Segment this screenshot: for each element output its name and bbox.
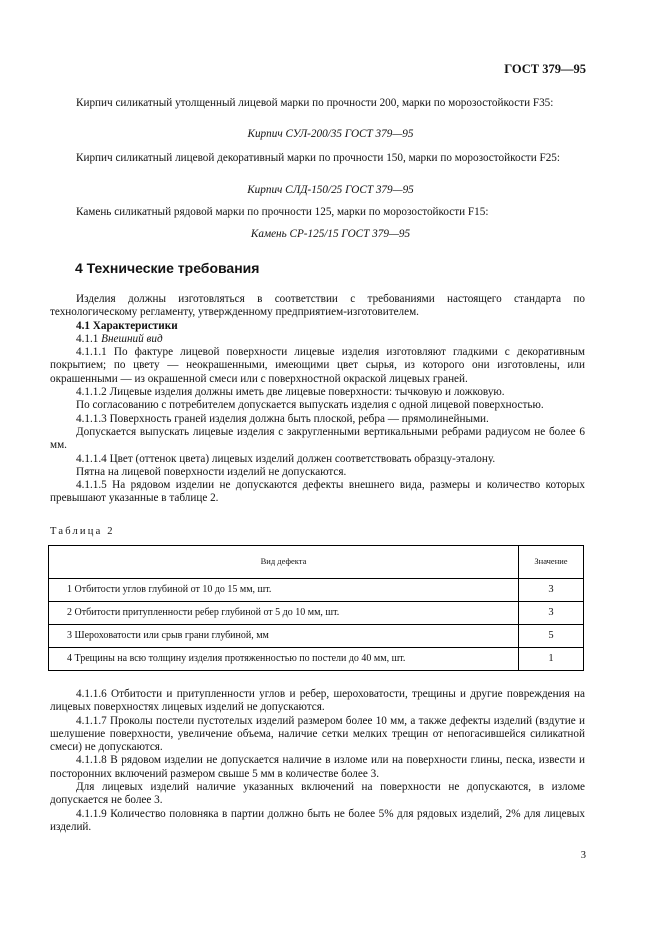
paragraph: Пятна на лицевой поверхности изделий не допускаются. <box>76 465 347 478</box>
clause-heading: 4.1.1 Внешний вид <box>76 332 163 345</box>
paragraph: 4.1.1.5 На рядовом изделии не допускаются дефекты внешнего вида, размеры и количество которых превышают указанные в таблице 2. <box>50 479 585 505</box>
table-row <box>49 579 584 602</box>
intro-paragraph-2 <box>50 152 585 165</box>
paragraph: 4.1.1.6 Отбитости и притупленности углов и ребер, шероховатости, трещины и другие повреждения на лицевых поверхностях лицевых изделий не допускаются. <box>50 688 585 714</box>
value-cell: 1 <box>519 648 584 671</box>
table-caption: Таблица 2 <box>50 526 115 537</box>
intro-paragraph-3 <box>50 206 585 219</box>
defect-cell: 1 Отбитости углов глубиной от 10 до 15 мм, шт. <box>49 579 519 602</box>
paragraph: 4.1.1.8 В рядовом изделии не допускается наличие в изломе или на поверхности глины, песка, извести и посторонних включений размером свыше 5 мм в количестве более 3. <box>50 754 585 780</box>
table-row <box>49 602 584 625</box>
table-row <box>49 648 584 671</box>
subsection-heading: 4.1 Характеристики <box>76 319 178 332</box>
example-designation-2: Кирпич СЛД-150/25 ГОСТ 379—95 <box>247 184 414 196</box>
defect-cell: 4 Трещины на всю толщину изделия протяженностью по постели до 40 мм, шт. <box>49 648 519 671</box>
paragraph: Кирпич силикатный утолщенный лицевой марки по прочности 200, марки по морозостойкости F35: <box>76 97 554 109</box>
paragraph: Допускается выпускать лицевые изделия с закругленными вертикальными ребрами радиусом не более 6 мм. <box>50 425 585 452</box>
paragraph: Кирпич силикатный лицевой декоративный марки по прочности 150, марки по морозостойкости F25: <box>76 152 560 164</box>
value-cell: 5 <box>519 625 584 648</box>
paragraph: 4.1.1.2 Лицевые изделия должны иметь две лицевые поверхности: тычковую и ложковую. <box>76 386 505 399</box>
paragraph: Изделия должны изготовляться в соответствии с требованиями настоящего стандарта по технологическому регламенту, утвержденному предприятием-изготовителем. <box>50 293 585 319</box>
column-header: Вид дефекта <box>49 546 519 579</box>
paragraph: 4.1.1.1 По фактуре лицевой поверхности лицевые изделия изготовляют гладкими с декоративным покрытием; по цвету — неокрашенными, имеющими цвет сырья, из которого они изготовлены, или окрашенными — из окрашенной смеси или с поверхностной окраской лицевых граней. <box>50 346 585 385</box>
standard-header: ГОСТ 379—95 <box>504 62 586 76</box>
paragraph: По согласованию с потребителем допускается выпускать изделия с одной лицевой поверхностью. <box>76 399 544 412</box>
section-title: 4 Технические требования <box>75 260 260 276</box>
defect-cell: 3 Шероховатости или срыв грани глубиной, мм <box>49 625 519 648</box>
page-number: 3 <box>580 850 586 861</box>
after-table-body <box>50 688 585 834</box>
intro-paragraph-1 <box>50 97 585 110</box>
value-cell: 3 <box>519 602 584 625</box>
paragraph: 4.1.1.4 Цвет (оттенок цвета) лицевых изделий должен соответствовать образцу-эталону. <box>76 452 496 465</box>
paragraph: Камень силикатный рядовой марки по прочности 125, марки по морозостойкости F15: <box>76 206 489 218</box>
defects-table <box>48 545 584 671</box>
paragraph: 4.1.1.7 Проколы постели пустотелых изделий размером более 10 мм, а также дефекты изделий (вздутие и шелушение поверхности, увеличение объема, наличие сетки мелких трещин от непогасившейся силикатной смеси) не допускаются. <box>50 714 585 754</box>
table-header-row <box>49 546 584 579</box>
requirements-body <box>50 293 585 506</box>
example-designation-1: Кирпич СУЛ-200/35 ГОСТ 379—95 <box>247 128 414 140</box>
paragraph: Для лицевых изделий наличие указанных включений на поверхности не допускаются, в изломе допускается не более 3. <box>50 781 585 807</box>
table-row <box>49 625 584 648</box>
paragraph: 4.1.1.9 Количество половняка в партии должно быть не более 5% для рядовых изделий, 2% для лицевых изделий. <box>50 807 585 833</box>
example-designation-3: Камень СР-125/15 ГОСТ 379—95 <box>250 228 411 240</box>
value-cell: 3 <box>519 579 584 602</box>
paragraph: 4.1.1.3 Поверхность граней изделия должна быть плоской, ребра — прямолинейными. <box>76 412 489 425</box>
defect-cell: 2 Отбитости притупленности ребер глубиной от 5 до 10 мм, шт. <box>49 602 519 625</box>
column-header: Значение <box>519 546 584 579</box>
